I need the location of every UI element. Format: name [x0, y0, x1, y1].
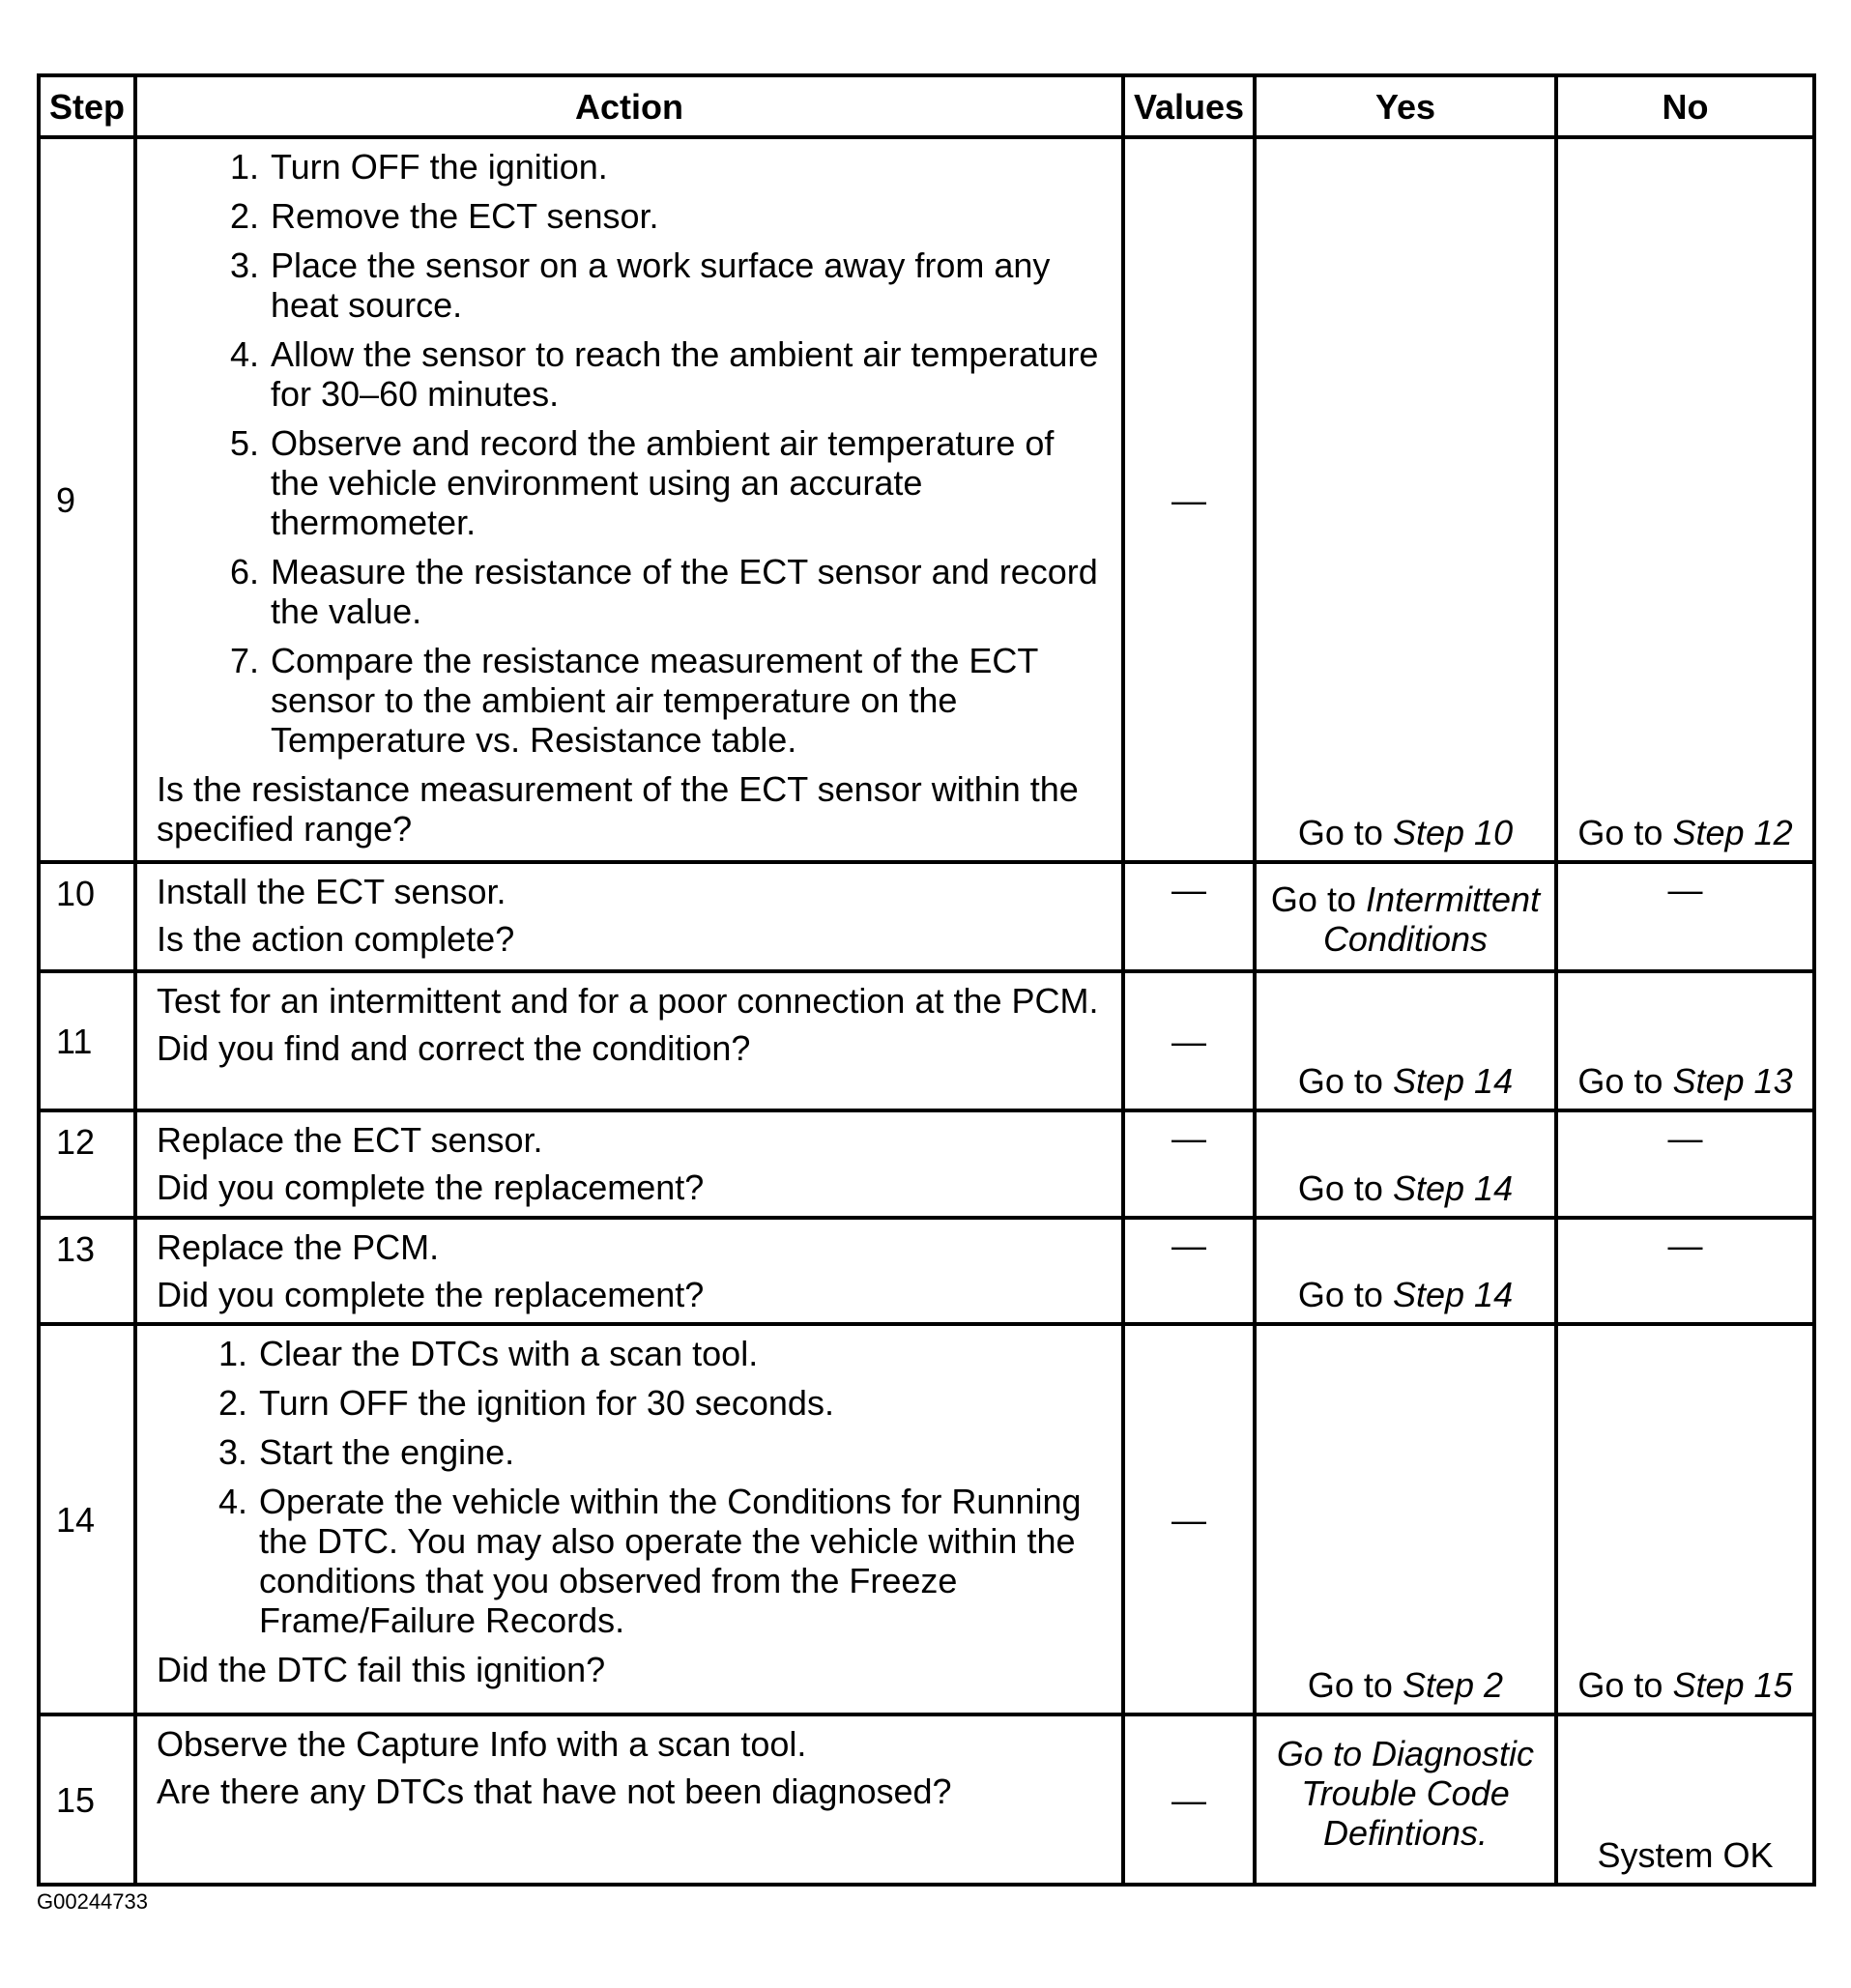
step-item-text: Start the engine. [259, 1432, 515, 1472]
step-item-number: 1. [229, 147, 259, 187]
values-cell: — [1123, 862, 1255, 971]
list-item [186, 1334, 1112, 1373]
table-row [39, 1110, 1814, 1218]
action-cell [135, 1218, 1123, 1324]
step-item-text: Place the sensor on a work surface away from any heat source. [271, 245, 1051, 325]
question-text: Did you complete the replacement? [157, 1275, 705, 1314]
list-item [186, 1383, 1112, 1423]
action-cell [135, 1324, 1123, 1714]
step-number: 15 [39, 1714, 135, 1885]
list-item [186, 1482, 1112, 1640]
step-item-text: Measure the resistance of the ECT sensor and record the value. [271, 552, 1098, 631]
yes-cell [1255, 1714, 1556, 1885]
question-text: Did you complete the replacement? [157, 1167, 705, 1207]
goto-diagnostic-link: Go to Diagnostic Trouble Code Defintions. [1276, 1734, 1535, 1853]
goto-step-link: Intermittent Conditions [1322, 879, 1541, 959]
action-cell [135, 971, 1123, 1110]
step-item-number: 5. [229, 423, 259, 463]
list-item [186, 334, 1112, 414]
no-cell: — [1556, 1218, 1814, 1324]
question-text: Is the resistance measurement of the ECT sensor within the specified range? [157, 769, 1079, 849]
action-line: Test for an intermittent and for a poor connection at the PCM. [157, 981, 1099, 1021]
no-cell [1556, 971, 1814, 1110]
step-item-number: 4. [229, 334, 259, 374]
step-item-number: 2. [217, 1383, 247, 1423]
list-item [186, 1432, 1112, 1472]
values-cell: — [1123, 137, 1255, 862]
question-text: Are there any DTCs that have not been diagnosed? [157, 1772, 952, 1811]
values-cell: — [1123, 1110, 1255, 1218]
figure-id: G00244733 [37, 1889, 148, 1914]
list-item [186, 196, 1112, 236]
step-item-text: Compare the resistance measurement of the ECT sensor to the ambient air temperature on the Temperature vs. Resistance table. [271, 641, 1038, 760]
step-item-text: Turn OFF the ignition for 30 seconds. [259, 1383, 834, 1423]
step-item-text: Turn OFF the ignition. [271, 147, 608, 187]
step-item-number: 7. [229, 641, 259, 680]
list-item [186, 552, 1112, 631]
list-item [186, 423, 1112, 542]
goto-prefix: Go to [1577, 1665, 1663, 1705]
header-yes: Yes [1255, 75, 1556, 137]
step-item-number: 3. [229, 245, 259, 285]
table-row [39, 1324, 1814, 1714]
table-row [39, 971, 1814, 1110]
step-item-text: Allow the sensor to reach the ambient air temperature for 30–60 minutes. [271, 334, 1099, 414]
step-item-number: 2. [229, 196, 259, 236]
goto-prefix: Go to [1297, 1061, 1383, 1101]
goto-step-link: Step 12 [1672, 813, 1793, 852]
question-text: Did you find and correct the condition? [157, 1028, 751, 1068]
no-cell: — [1556, 1110, 1814, 1218]
step-number: 12 [39, 1110, 135, 1218]
goto-prefix: Go to [1297, 813, 1383, 852]
diagnostic-procedure-table [37, 73, 1816, 1887]
goto-step-link: Step 15 [1672, 1665, 1793, 1705]
values-cell: — [1123, 1218, 1255, 1324]
yes-cell [1255, 971, 1556, 1110]
goto-prefix: Go to [1577, 1061, 1663, 1101]
question-text: Is the action complete? [157, 919, 515, 959]
goto-step-link: Step 10 [1392, 813, 1514, 852]
step-item-text: Clear the DTCs with a scan tool. [259, 1334, 759, 1373]
step-number: 11 [39, 971, 135, 1110]
yes-cell [1255, 1110, 1556, 1218]
goto-step-link: Step 13 [1672, 1061, 1793, 1101]
no-cell: — [1556, 862, 1814, 971]
table-row [39, 1714, 1814, 1885]
goto-prefix: Go to [1297, 1168, 1383, 1208]
list-item [186, 245, 1112, 325]
goto-prefix: Go to [1270, 879, 1356, 919]
goto-prefix: Go to [1297, 1275, 1383, 1314]
yes-cell [1255, 862, 1556, 971]
step-number: 14 [39, 1324, 135, 1714]
step-number: 9 [39, 137, 135, 862]
header-no: No [1556, 75, 1814, 137]
goto-prefix: Go to [1307, 1665, 1393, 1705]
step-item-number: 4. [217, 1482, 247, 1521]
goto-step-link: Step 14 [1392, 1061, 1514, 1101]
no-cell [1556, 137, 1814, 862]
goto-step-link: Step 2 [1402, 1665, 1504, 1705]
step-number: 13 [39, 1218, 135, 1324]
action-cell [135, 1714, 1123, 1885]
action-steps-list [186, 1334, 1112, 1640]
goto-step-link: Step 14 [1392, 1168, 1514, 1208]
header-row [39, 75, 1814, 137]
table-row [39, 862, 1814, 971]
action-line: Observe the Capture Info with a scan tool. [157, 1724, 807, 1764]
no-cell: System OK [1556, 1714, 1814, 1885]
yes-cell [1255, 1324, 1556, 1714]
yes-cell [1255, 137, 1556, 862]
action-line: Replace the ECT sensor. [157, 1120, 543, 1160]
values-cell: — [1123, 971, 1255, 1110]
action-cell [135, 862, 1123, 971]
step-item-text: Operate the vehicle within the Conditions for Running the DTC. You may also operate the vehicle within the conditions that you observed from the Freeze Frame/Failure Records. [259, 1482, 1082, 1640]
action-cell [135, 1110, 1123, 1218]
action-cell [135, 137, 1123, 862]
action-line: Install the ECT sensor. [157, 872, 506, 911]
list-item [186, 641, 1112, 760]
goto-step-link: Step 14 [1392, 1275, 1514, 1314]
list-item [186, 147, 1112, 187]
step-item-number: 3. [217, 1432, 247, 1472]
header-step: Step [39, 75, 135, 137]
values-cell: — [1123, 1714, 1255, 1885]
action-line: Replace the PCM. [157, 1227, 440, 1267]
no-cell [1556, 1324, 1814, 1714]
step-item-number: 6. [229, 552, 259, 591]
yes-cell [1255, 1218, 1556, 1324]
goto-prefix: Go to [1577, 813, 1663, 852]
table-row [39, 137, 1814, 862]
header-action: Action [135, 75, 1123, 137]
step-item-text: Remove the ECT sensor. [271, 196, 659, 236]
action-steps-list [186, 147, 1112, 760]
table-row [39, 1218, 1814, 1324]
step-number: 10 [39, 862, 135, 971]
question-text: Did the DTC fail this ignition? [157, 1650, 606, 1689]
values-cell: — [1123, 1324, 1255, 1714]
header-values: Values [1123, 75, 1255, 137]
step-item-number: 1. [217, 1334, 247, 1373]
step-item-text: Observe and record the ambient air temperature of the vehicle environment using an accurate thermometer. [271, 423, 1055, 542]
